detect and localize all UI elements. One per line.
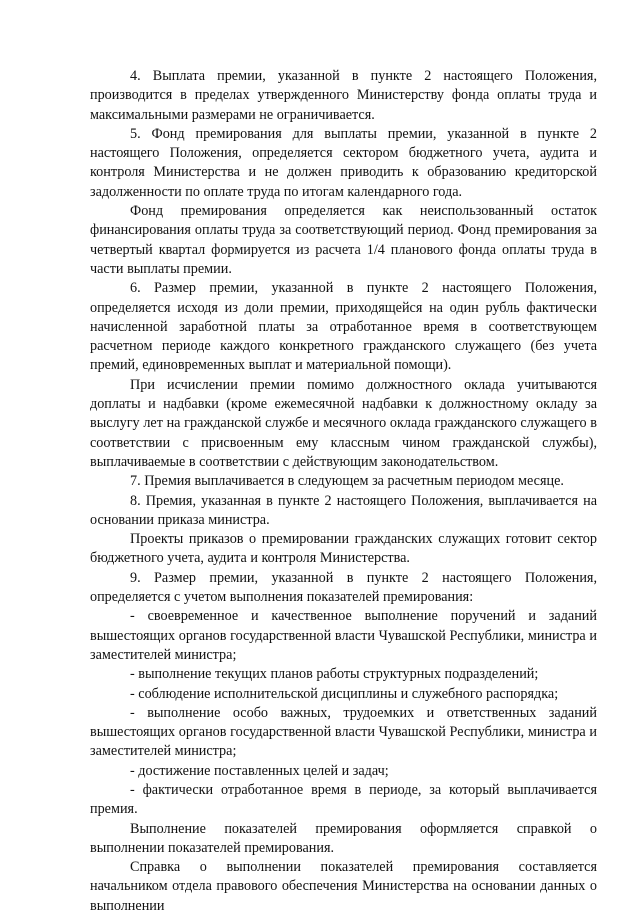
paragraph-item-6-bonus-size: 6. Размер премии, указанной в пункте 2 настоящего Положения, определяется исходя из доли премии, приходящейся на один рубль фактически начисленной заработной платы за отработанное время в соответствующем расчетном периоде каждого конкретного гражданского служащего (без учета премий, единовременных выплат и материальной помощи).	[90, 280, 597, 374]
paragraph-bonus-fund-definition: Фонд премирования определяется как неиспользованный остаток финансирования оплаты труда за соответствующий период. Фонд премирования за четвертый квартал формируется из расчета 1/4 планового фонда оплаты труда в части выплаты премии.	[90, 203, 597, 277]
paragraph-item-5-bonus-fund: 5. Фонд премирования для выплаты премии, указанной в пункте 2 настоящего Положения, определяется сектором бюджетного учета, аудита и контроля Министерства и не должен приводить к образованию кредиторской задолженности по оплате труда по итогам календарного года.	[90, 125, 597, 200]
document-page	[90, 67, 597, 916]
paragraph-item-4-payment-limits: 4. Выплата премии, указанной в пункте 2 настоящего Положения, производится в пределах утвержденного Министерству фонда оплаты труда и максимальными размерами не ограничивается.	[90, 68, 597, 123]
list-item-important-tasks: - выполнение особо важных, трудоемких и ответственных заданий вышестоящих органов государственной власти Чувашской Республики, министра и заместителей министра;	[90, 704, 597, 760]
list-item-worked-time: - фактически отработанное время в периоде, за который выплачивается премия.	[90, 781, 597, 818]
paragraph-item-7-payment-month: 7. Премия выплачивается в следующем за расчетным периодом месяце.	[130, 473, 564, 490]
list-item-discipline: - соблюдение исполнительской дисциплины и служебного распорядка;	[130, 685, 559, 702]
list-item-timely-execution: - своевременное и качественное выполнение поручений и заданий вышестоящих органов государственной власти Чувашской Республики, министра и заместителей министра;	[90, 608, 597, 663]
list-item-goals: - достижение поставленных целей и задач;	[130, 762, 389, 779]
paragraph-item-8-minister-order: 8. Премия, указанная в пункте 2 настоящего Положения, выплачивается на основании приказа министра.	[90, 492, 597, 528]
paragraph-indicators-certificate: Выполнение показателей премирования оформляется справкой о выполнении показателей премирования.	[90, 820, 597, 856]
paragraph-item-9-indicators: 9. Размер премии, указанной в пункте 2 настоящего Положения, определяется с учетом выполнения показателей премирования:	[90, 569, 597, 606]
paragraph-certificate-author: Справка о выполнении показателей премирования составляется начальником отдела правового обеспечения Министерства на основании данных о выполнении	[90, 859, 597, 914]
paragraph-order-drafts: Проекты приказов о премировании гражданских служащих готовит сектор бюджетного учета, аудита и контроля Министерства.	[90, 531, 597, 567]
paragraph-bonus-calculation: При исчислении премии помимо должностного оклада учитываются доплаты и надбавки (кроме ежемесячной надбавки к должностному окладу за выслугу лет на гражданской службе и месячного оклада гражданского служащего в соответствии с присвоенным ему классным чином гражданской службы), выплачиваемые в соответствии с действующим законодательством.	[90, 376, 597, 470]
list-item-current-plans: - выполнение текущих планов работы структурных подразделений;	[130, 666, 539, 683]
